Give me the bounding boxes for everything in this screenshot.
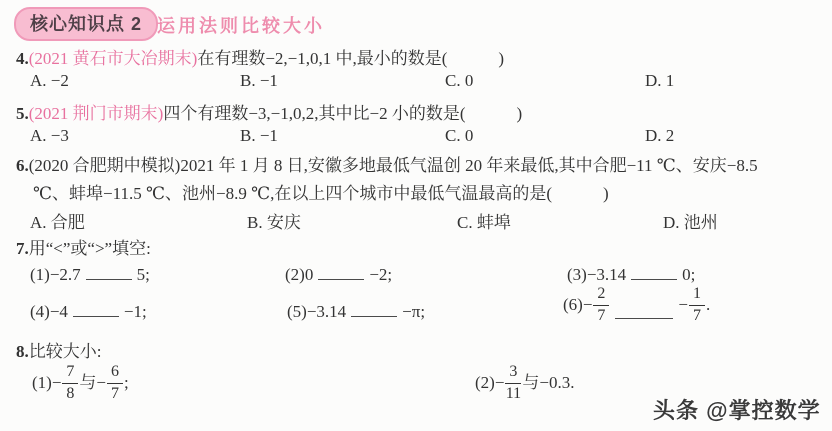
answer-blank — [318, 261, 364, 280]
q7-item-4-post: −1; — [123, 301, 147, 321]
option-b: B. −1 — [240, 71, 278, 90]
question-4-text: 在有理数−2,−1,0,1 中,最小的数是( ) — [197, 49, 505, 68]
q8-item-1-end: ; — [124, 372, 129, 392]
q7-item-1 — [30, 261, 150, 285]
question-6-stem-line1 — [16, 151, 758, 176]
question-5-stem — [16, 99, 522, 124]
q7-item-3-post: 0; — [682, 264, 696, 284]
answer-blank — [73, 298, 119, 317]
q8-item-2-pre: (2)− — [475, 372, 505, 392]
q7-item-5 — [287, 298, 425, 322]
option-d: D. 1 — [645, 71, 675, 90]
option-d: D. 2 — [645, 126, 675, 145]
q7-item-2 — [285, 261, 392, 285]
answer-blank — [86, 261, 132, 280]
option-a: A. 合肥 — [30, 213, 85, 232]
section-badge-label: 核心知识点 2 — [30, 14, 143, 34]
fraction: $\frac{6}{7}$ — [107, 364, 123, 403]
q7-item-6 — [563, 286, 710, 325]
question-8-number: 8. — [16, 342, 29, 361]
answer-blank — [615, 300, 673, 319]
fraction: $\frac{2}{7}$ — [593, 286, 609, 325]
option-c: C. 0 — [445, 126, 474, 145]
section-subtitle: 运用法则比较大小 — [157, 16, 325, 36]
option-c: C. 蚌埠 — [457, 213, 511, 232]
question-6-stem-line2 — [33, 179, 609, 204]
q8-item-2 — [475, 364, 575, 403]
q8-item-1-mid: 与− — [79, 372, 107, 392]
answer-blank — [351, 298, 397, 317]
question-6-text-line1: 2021 年 1 月 8 日,安徽多地最低气温创 20 年来最低,其中合肥−11 ℃、安庆−8.5 — [180, 156, 758, 175]
question-7-title-text: 用“<”或“>”填空: — [28, 239, 151, 258]
q7-item-5-pre: (5)−3.14 — [287, 301, 347, 321]
question-4-number: 4. — [16, 49, 29, 68]
option-b: B. −1 — [240, 126, 278, 145]
option-c: C. 0 — [445, 71, 474, 90]
answer-blank — [631, 261, 677, 280]
question-5-source: (2021 荆门市期末) — [28, 104, 164, 123]
q7-item-5-post: −π; — [402, 301, 426, 321]
question-6-source: (2020 合肥期中模拟) — [28, 156, 181, 175]
question-6-number: 6. — [16, 156, 29, 175]
question-6-text-line2: ℃、蚌埠−11.5 ℃、池州−8.9 ℃,在以上四个城市中最低气温最高的是( ) — [33, 184, 609, 203]
option-b: B. 安庆 — [247, 213, 301, 232]
q7-item-1-post: 5; — [136, 264, 150, 284]
fraction: $\frac{1}{7}$ — [689, 286, 705, 325]
q7-item-6-pre: (6)− — [563, 294, 593, 314]
section-badge — [14, 7, 158, 41]
option-a: A. −2 — [30, 71, 69, 90]
question-7-number: 7. — [16, 239, 29, 258]
question-4-stem — [16, 44, 504, 69]
fraction: $\frac{3}{11}$ — [505, 363, 522, 402]
q7-item-2-post: −2; — [369, 264, 393, 284]
q7-item-3-pre: (3)−3.14 — [567, 264, 627, 284]
q7-item-6-end: . — [706, 294, 711, 314]
q8-item-2-mid: 与−0.3. — [522, 372, 575, 392]
option-d: D. 池州 — [663, 213, 718, 232]
q8-item-1 — [32, 364, 129, 403]
q8-item-1-pre: (1)− — [32, 372, 62, 392]
question-5-number: 5. — [16, 104, 29, 123]
question-8-title-text: 比较大小: — [28, 342, 102, 361]
q7-item-4 — [30, 298, 147, 322]
question-4-source: (2021 黄石市大冶期末) — [28, 49, 198, 68]
fraction: $\frac{7}{8}$ — [62, 364, 78, 403]
q7-item-2-pre: (2)0 — [285, 264, 314, 284]
q7-item-4-pre: (4)−4 — [30, 301, 68, 321]
q7-item-6-mid: − — [678, 294, 689, 314]
question-7-title — [16, 234, 151, 259]
q7-item-3 — [567, 261, 695, 285]
q7-item-1-pre: (1)−2.7 — [30, 264, 81, 284]
watermark: 头条 @掌控数学 — [653, 398, 821, 423]
question-8-title — [16, 337, 101, 362]
question-5-text: 四个有理数−3,−1,0,2,其中比−2 小的数是( ) — [163, 104, 523, 123]
option-a: A. −3 — [30, 126, 69, 145]
